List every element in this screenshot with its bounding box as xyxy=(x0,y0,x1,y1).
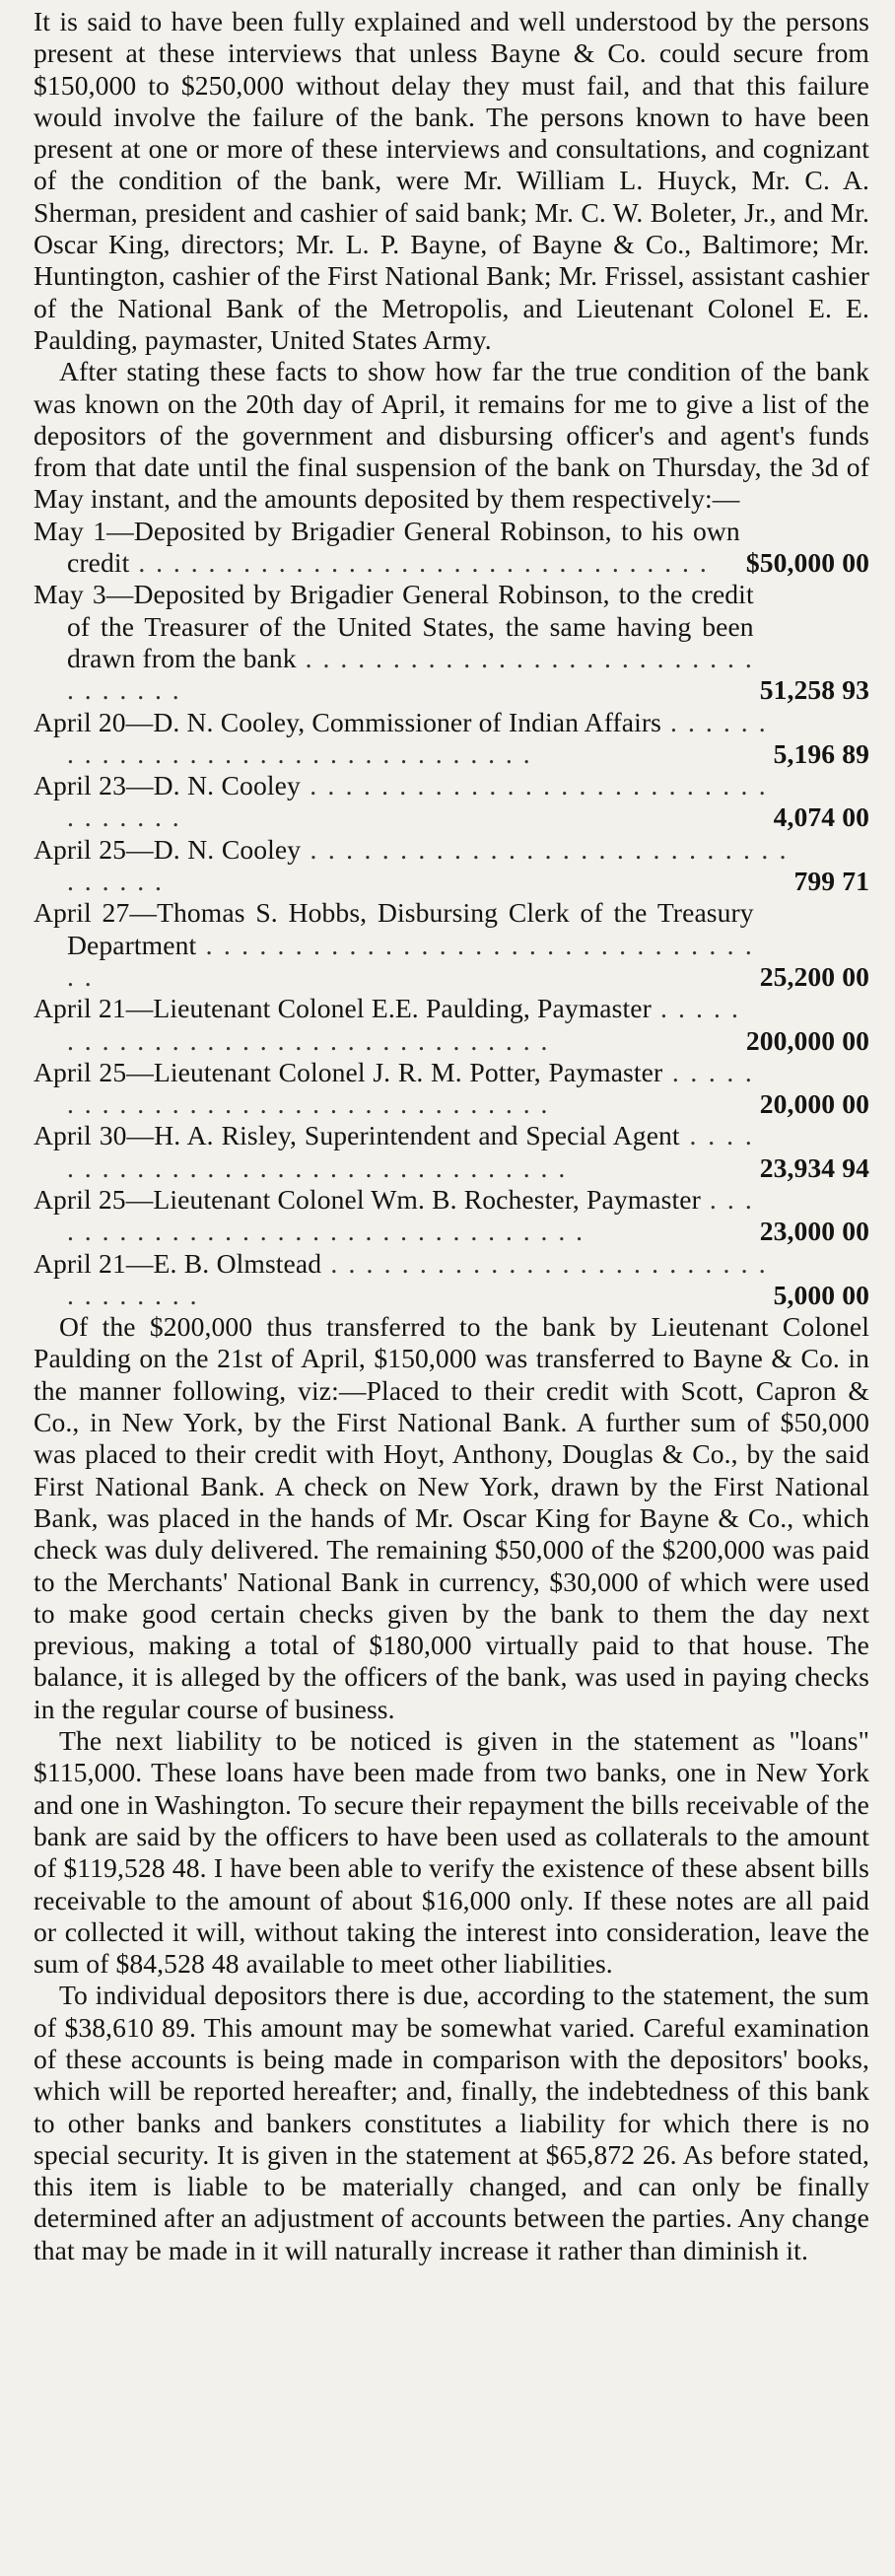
deposit-row xyxy=(34,1184,869,1248)
deposit-amount: 5,000 00 xyxy=(773,1279,869,1310)
deposit-row xyxy=(34,993,869,1057)
deposit-description: April 21—E. B. Olmstead . . . xyxy=(34,1248,768,1310)
deposit-amount: 25,200 00 xyxy=(759,960,869,992)
deposit-row xyxy=(34,579,869,706)
deposit-row xyxy=(34,834,869,898)
deposit-row xyxy=(34,770,869,834)
deposit-row xyxy=(34,1057,869,1121)
deposit-amount: 20,000 00 xyxy=(759,1088,869,1120)
deposit-amount: 200,000 00 xyxy=(745,1024,869,1056)
deposit-row xyxy=(34,897,869,993)
deposit-description: April 27—Thomas S. Hobbs, Disbursing Clerk of the Treasury Department . . . xyxy=(34,897,754,992)
paragraph-intro: It is said to have been fully explained and well understood by the persons present at these interviews that unless Bayne & Co. could secure from $150,000 to $250,000 without delay they must fail, and that this failure would involve the failure of the bank. The persons known to have been present at one or more of these interviews and consultations, and cognizant of the condition of the bank, were Mr. William L. Huyck, Mr. C. A. Sherman, president and cashier of said bank; Mr. C. W. Boleter, Jr., and Mr. Oscar King, directors; Mr. L. P. Bayne, of Bayne & Co., Baltimore; Mr. Huntington, cashier of the First National Bank; Mr. Frissel, assistant cashier of the National Bank of the Metropolis, and Lieutenant Colonel E. E. Paulding, paymaster, United States Army. xyxy=(34,6,869,355)
deposit-list xyxy=(34,516,869,1311)
paragraph-liability: The next liability to be noticed is given in the statement as "loans" $115,000. These loans have been made from two banks, one in New York and one in Washington. To secure their repayment the bills receivable of the bank are said by the officers to have been used as collaterals to the amount of $119,528 48. I have been able to verify the existence of these absent bills receivable to the amount of about $16,000 only. If these notes are all paid or collected it will, without taking the interest into consideration, leave the sum of $84,528 48 available to meet other liabilities. xyxy=(34,1725,869,1980)
deposit-description: April 30—H. A. Risley, Superintendent and Special Agent . . . xyxy=(34,1120,754,1182)
deposit-description: April 23—D. N. Cooley . . . xyxy=(34,770,768,832)
deposit-row xyxy=(34,516,869,580)
deposit-description: April 20—D. N. Cooley, Commissioner of Indian Affairs . . . xyxy=(34,707,768,769)
deposit-description: May 3—Deposited by Brigadier General Robinson, to the credit of the Treasurer of the United States, the same having been drawn from the bank . . . xyxy=(34,579,754,705)
deposit-description: April 25—D. N. Cooley . . . xyxy=(34,834,789,896)
deposit-description: April 25—Lieutenant Colonel Wm. B. Rochester, Paymaster . . . xyxy=(34,1184,754,1246)
deposit-description: April 25—Lieutenant Colonel J. R. M. Potter, Paymaster . . . xyxy=(34,1057,754,1119)
paragraph-transfer: Of the $200,000 thus transferred to the bank by Lieutenant Colonel Paulding on the 21st of April, $150,000 was transferred to Bayne & Co. in the manner following, viz:—Placed to their credit with Scott, Capron & Co., in New York, by the First National Bank. A further sum of $50,000 was placed to their credit with Hoyt, Anthony, Douglas & Co., by the said First National Bank. A check on New York, drawn by the First National Bank, was placed in the hands of Mr. Oscar King for Bayne & Co., which check was duly delivered. The remaining $50,000 of the $200,000 was paid to the Merchants' National Bank in currency, $30,000 of which were used to make good certain checks given by the bank to them the day next previous, making a total of $180,000 virtually paid to that house. The balance, it is alleged by the officers of the bank, was used in paying checks in the regular course of business. xyxy=(34,1311,869,1724)
deposit-amount: $50,000 00 xyxy=(745,547,869,579)
deposit-row xyxy=(34,1120,869,1184)
deposit-description: May 1—Deposited by Brigadier General Robinson, to his own credit . . . xyxy=(34,516,740,578)
deposit-description: April 21—Lieutenant Colonel E.E. Paulding, Paymaster . . . xyxy=(34,993,740,1055)
deposit-amount: 51,258 93 xyxy=(759,674,869,706)
deposit-amount: 23,000 00 xyxy=(759,1216,869,1247)
paragraph-stating-facts: After stating these facts to show how far the true condition of the bank was known on the 20th day of April, it remains for me to give a list of the depositors of the government and disbursing officer's and agent's funds from that date until the final suspension of the bank on Thursday, the 3d of May instant, and the amounts deposited by them respectively:— xyxy=(34,356,869,515)
deposit-row xyxy=(34,1248,869,1312)
deposit-amount: 799 71 xyxy=(793,866,869,897)
paragraph-individual-depositors: To individual depositors there is due, according to the statement, the sum of $38,610 89. This amount may be somewhat varied. Careful examination of these accounts is being made in comparison with the depositors' books, which will be reported hereafter; and, finally, the indebtedness of this bank to other banks and bankers constitutes a liability for which there is no special security. It is given in the statement at $65,872 26. As before stated, this item is liable to be materially changed, and can only be finally determined after an adjustment of accounts between the parties. Any change that may be made in it will naturally increase it rather than diminish it. xyxy=(34,1980,869,2265)
deposit-row xyxy=(34,707,869,771)
deposit-amount: 4,074 00 xyxy=(773,801,869,833)
deposit-amount: 5,196 89 xyxy=(773,737,869,769)
deposit-amount: 23,934 94 xyxy=(759,1151,869,1183)
